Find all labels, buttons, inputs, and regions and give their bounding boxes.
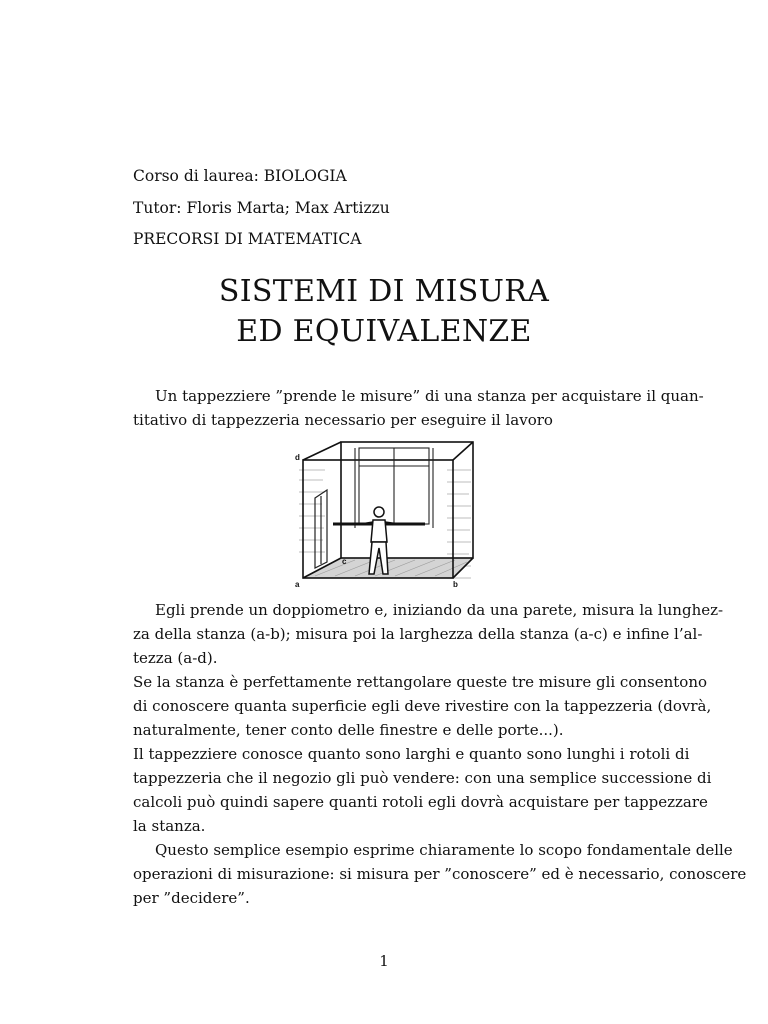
corner-label-b: b bbox=[453, 580, 458, 589]
title-line-2: ED EQUIVALENZE bbox=[236, 314, 532, 349]
title-line-1: SISTEMI DI MISURA bbox=[218, 274, 550, 309]
body-line: operazioni di misurazione: si misura per ”conoscere” ed è necessario, conoscere bbox=[133, 865, 747, 883]
corner-label-a: a bbox=[295, 580, 300, 589]
corner-label-d: d bbox=[295, 453, 300, 462]
room-illustration bbox=[295, 440, 475, 592]
body-paragraph bbox=[133, 598, 747, 910]
body-line: Questo semplice esempio esprime chiaramente lo scopo fondamentale delle bbox=[155, 841, 733, 859]
body-line: di conoscere quanta superficie egli deve rivestire con la tappezzeria (dovrà, bbox=[133, 697, 712, 715]
intro-line: titativo di tappezzeria necessario per eseguire il lavoro bbox=[133, 411, 553, 429]
body-line: tezza (a-d). bbox=[133, 649, 218, 667]
body-line: Il tappezziere conosce quanto sono larghi e quanto sono lunghi i rotoli di bbox=[133, 745, 690, 763]
corner-label-c: c bbox=[342, 557, 347, 566]
body-line: calcoli può quindi sapere quanti rotoli egli dovrà acquistare per tappezzare bbox=[133, 793, 708, 811]
door bbox=[315, 490, 327, 568]
course-line: Corso di laurea: BIOLOGIA bbox=[133, 167, 347, 185]
body-line: Egli prende un doppiometro e, iniziando da una parete, misura la lunghez- bbox=[155, 601, 724, 619]
tutor-line: Tutor: Floris Marta; Max Artizzu bbox=[133, 199, 390, 217]
intro-paragraph bbox=[133, 384, 704, 432]
intro-line: Un tappezziere ”prende le misure” di una stanza per acquistare il quan- bbox=[155, 387, 704, 405]
body-line: za della stanza (a-b); misura poi la larghezza della stanza (a-c) e infine l’al- bbox=[133, 625, 703, 643]
body-line: Se la stanza è perfettamente rettangolare queste tre misure gli consentono bbox=[133, 673, 708, 691]
page-number: 1 bbox=[379, 952, 389, 970]
body-line: naturalmente, tener conto delle finestre e delle porte...). bbox=[133, 721, 564, 739]
subject-line: PRECORSI DI MATEMATICA bbox=[133, 230, 362, 248]
body-line: per ”decidere”. bbox=[133, 889, 250, 907]
room-outline bbox=[303, 442, 473, 578]
body-line: la stanza. bbox=[133, 817, 206, 835]
body-line: tappezzeria che il negozio gli può vendere: con una semplice successione di bbox=[133, 769, 712, 787]
